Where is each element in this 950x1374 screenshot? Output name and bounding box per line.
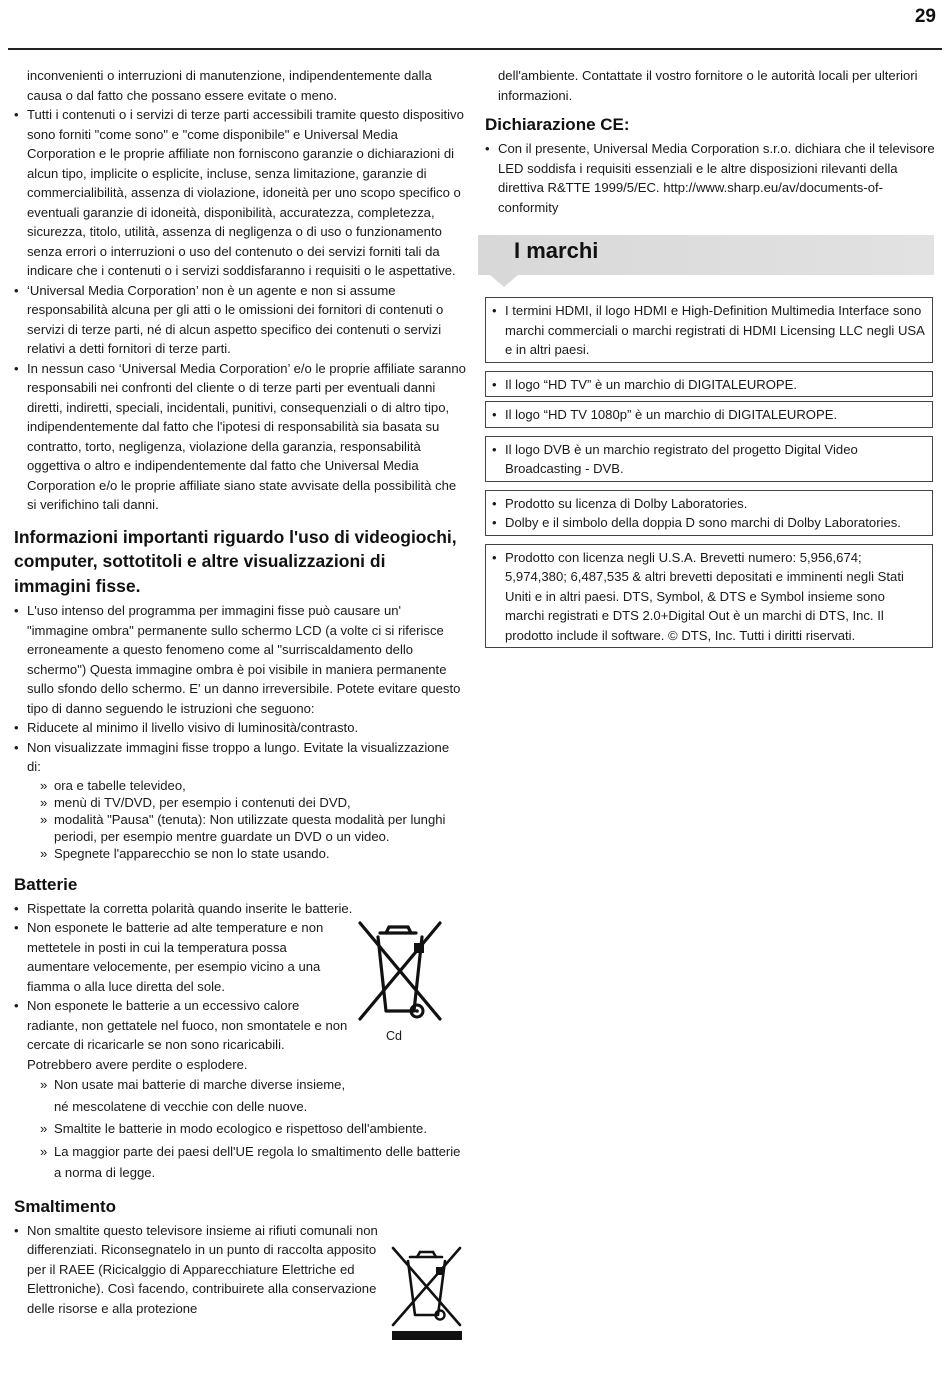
sub-list-item: » Smaltite le batterie in modo ecologico e rispettoso dell'ambiente. [40,1118,466,1140]
sub-list-item: » menù di TV/DVD, per esempio i contenuti dei DVD, [40,794,466,811]
banner-notch [490,275,518,287]
sub-list-item: » Non usate mai batterie di marche diverse insieme, né mescolatene di vecchie con delle nuove. [40,1074,354,1117]
batteries-section [14,899,466,1184]
list-item: • Dolby e il simbolo della doppia D sono marchi di Dolby Laboratories. [492,513,926,533]
list-item: • In nessun caso ‘Universal Media Corporation’ e/o le proprie affiliate saranno responsabili nei confronti del cliente o di terze parti per eventuali danni diretti, indiretti, speciali, incidentali, punitivi, consequenziali o di altro tipo, indipendentemente dal fatto che l'ipotesi di responsabilità sia basata su contratto, torto, negligenza, violazione della garanzia, responsabilità oggettiva o altro e indipendentemente dal fatto che Universal Media Corporation e/o le proprie affiliate siano state avvisate della possibilità che si verifichino tali danni. [14,359,466,515]
trademarks-banner [478,235,934,275]
right-column [485,66,935,648]
sub-list-item: » modalità "Pausa" (tenuta): Non utilizzate questa modalità per lunghi periodi, per esempio mentre guardate un DVD o un video. [40,811,466,845]
fixed-images-heading: Informazioni importanti riguardo l'uso di videogiochi, computer, sottotitoli e altre visualizzazioni di immagini fisse. [14,526,457,596]
list-item: • I termini HDMI, il logo HDMI e High-Definition Multimedia Interface sono marchi commerciali o marchi registrati di HDMI Licensing LLC negli USA e in altri paesi. [492,301,926,360]
fixed-images-sub-list [40,777,466,862]
list-item: • Non esponete le batterie ad alte temperature e non mettetele in posti in cui la temperatura possa aumentare velocemente, per esempio vicino a una fiamma o alla luce diretta del sole. [14,918,353,996]
trademark-box-dvb [485,436,933,482]
weee-bin-icon [390,1245,464,1341]
cd-label: Cd [386,1028,402,1043]
crossed-out-bin-icon [356,919,448,1047]
list-item: • Non smaltite questo televisore insieme ai rifiuti comunali non differenziati. Riconsegnatelo in un punto di raccolta apposito per il RAEE (Ricicalggio di Apparecchiature Elettriche ed Elettroniche). Così facendo, contribuirete alla conservazione delle risorse e alla protezione [14,1221,385,1319]
trademark-box-dts [485,544,933,649]
disposal-continuation: dell'ambiente. Contattate il vostro fornitore o le autorità locali per ulteriori informazioni. [498,68,918,103]
list-item: • Riducete al minimo il livello visivo di luminosità/contrasto. [14,718,466,738]
list-item: • Il logo “HD TV 1080p” è un marchio di DIGITALEUROPE. [492,405,926,425]
ce-bullet-list [485,139,935,217]
list-item: • Tutti i contenuti o i servizi di terze parti accessibili tramite questo dispositivo sono forniti "come sono" e "come disponibile" e Universal Media Corporation e le proprie affiliate non forniscono garanzie o dichiarazioni di alcun tipo, implicite o esplicite, incluse, senza limitazione, garanzie di commercialibilità, assenza di violazione, idoneità per uno scopo specifico o eventuali garanzie di idoneità, disponibilità, accuratezza, completezza, sicurezza, titolo, utilità, assenza di negligenza o di uso o funzionamento senza errori o interruzioni o uso del contenuto o dei servizi forniti tali da indicare che i contenuti o i servizi soddisfaranno i requisiti o le aspettative. [14,105,466,281]
sub-list-item: » Spegnete l'apparecchio se non lo state usando. [40,845,466,862]
fixed-images-bullet-list [14,601,466,777]
trademarks-title: I marchi [514,238,599,263]
sub-list-item: » La maggior parte dei paesi dell'UE regola lo smaltimento delle batterie a norma di legge. [40,1141,466,1184]
trademark-box-dolby [485,490,933,536]
list-item: • L'uso intenso del programma per immagini fisse può causare un' "immagine ombra" permanente sullo schermo LCD (a volte ci si riferisce erroneamente a questo fenomeno come al "surriscaldamento dello schermo") Questa immagine ombra è poi visibile in maniera permanente sullo sfondo dello schermo. E' un danno irreversibile. Potete evitare questo tipo di danno seguendo le istruzioni che seguono: [14,601,466,718]
intro-continuation: inconvenienti o interruzioni di manutenzione, indipendentemente dalla causa o dal fatto che possano essere evitate o meno. [27,68,432,103]
list-item: • Con il presente, Universal Media Corporation s.r.o. dichiara che il televisore LED soddisfa i requisiti essenziali e le altre disposizioni rilevanti della direttiva R&TTE 1999/5/EC. http://www.sharp.eu/av/documents-of-conformity [485,139,935,217]
batteries-heading: Batterie [14,874,78,894]
page-number: 29 [914,6,936,27]
trademark-box-hdtv [485,371,933,398]
trademark-box-hdtv-1080p [485,401,933,428]
ce-heading: Dichiarazione CE: [485,115,630,134]
list-item: • Non esponete le batterie a un eccessivo calore radiante, non gettatele nel fuoco, non smontatele e non cercate di ricaricarle se non sono ricaricabili. Potrebbero avere perdite o esplodere. [14,996,353,1074]
sub-list-item: » ora e tabelle televideo, [40,777,466,794]
list-item: • Il logo “HD TV” è un marchio di DIGITALEUROPE. [492,375,926,395]
trademark-box-hdmi [485,297,933,363]
intro-bullet-list [14,105,466,515]
list-item: • Rispettate la corretta polarità quando inserite le batterie. [14,899,466,919]
left-column [14,66,466,1318]
disposal-heading: Smaltimento [14,1196,117,1216]
list-item: • Non visualizzate immagini fisse troppo a lungo. Evitate la visualizzazione di: [14,738,466,777]
list-item: • Prodotto su licenza di Dolby Laboratories. [492,494,926,514]
list-item: • Il logo DVB è un marchio registrato del progetto Digital Video Broadcasting - DVB. [492,440,926,479]
batteries-sub-list [40,1074,466,1184]
list-item: • ‘Universal Media Corporation’ non è un agente e non si assume responsabilità alcuna per gli atti o le omissioni dei fornitori di contenuti o servizi di terze parti, né di alcun aspetto specifico dei contenuti o servizi relativi a detti fornitori di terze parti. [14,281,466,359]
list-item: • Prodotto con licenza negli U.S.A. Brevetti numero: 5,956,674; 5,974,380; 6,487,535 & altri brevetti depositati e imminenti negli Stati Uniti e in altri paesi. DTS, Symbol, & DTS e Symbol insieme sono marchi registrati e DTS 2.0+Digital Out è un marchi di DTS, Inc. Il prodotto include il software. © DTS, Inc. Tutti i diritti riservati. [492,548,926,646]
disposal-section [14,1221,466,1319]
header-rule [8,48,942,50]
